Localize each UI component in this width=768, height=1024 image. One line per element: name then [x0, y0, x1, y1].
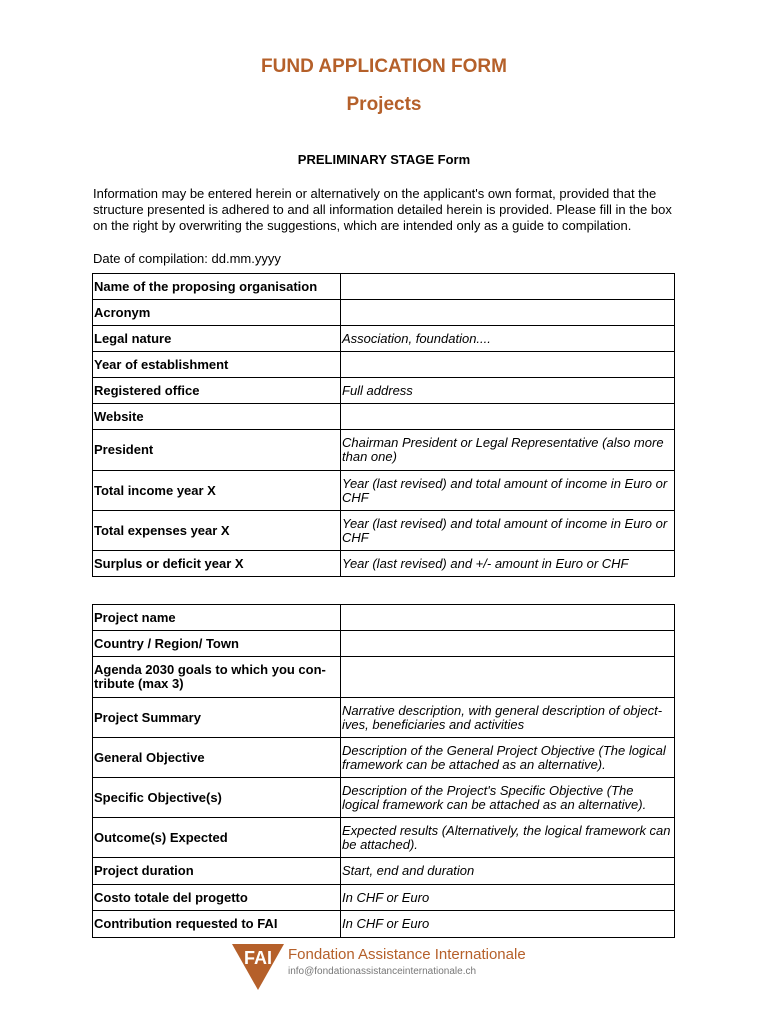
row-label: Project duration	[93, 858, 341, 885]
foundation-name: Fondation Assistance Internationale	[288, 946, 526, 963]
table-row	[93, 738, 675, 778]
row-value-field[interactable]	[341, 631, 675, 657]
row-label: Website	[93, 404, 341, 430]
row-value-field[interactable]	[341, 657, 675, 698]
row-value-field[interactable]: Expected results (Alternatively, the logical framework can be attached).	[341, 818, 675, 858]
table-row	[93, 605, 675, 631]
row-label: Legal nature	[93, 326, 341, 352]
table-row	[93, 511, 675, 551]
row-value-field[interactable]	[341, 605, 675, 631]
row-label: Costo totale del progetto	[93, 885, 341, 911]
table-row	[93, 858, 675, 885]
row-value-field[interactable]	[341, 300, 675, 326]
table-row	[93, 378, 675, 404]
table-row	[93, 778, 675, 818]
row-value-field[interactable]	[341, 274, 675, 300]
table-row	[93, 352, 675, 378]
table-row	[93, 657, 675, 698]
row-label: Year of establishment	[93, 352, 341, 378]
row-value-field[interactable]	[341, 352, 675, 378]
row-label: Project name	[93, 605, 341, 631]
row-value-field[interactable]: Full address	[341, 378, 675, 404]
fai-logo-icon	[232, 944, 284, 992]
table-row	[93, 698, 675, 738]
row-label: Agenda 2030 goals to which you con-tribute (max 3)	[93, 657, 341, 698]
row-value-field[interactable]: Year (last revised) and total amount of income in Euro or CHF	[341, 511, 675, 551]
row-label: Country / Region/ Town	[93, 631, 341, 657]
stage-heading: PRELIMINARY STAGE Form	[297, 152, 471, 167]
row-value-field[interactable]: In CHF or Euro	[341, 911, 675, 938]
row-value-field[interactable]: Narrative description, with general description of object-ives, beneficiaries and activities	[341, 698, 675, 738]
row-label: Project Summary	[93, 698, 341, 738]
table-row	[93, 911, 675, 938]
table-row	[93, 471, 675, 511]
row-label: President	[93, 430, 341, 471]
row-label: Total income year X	[93, 471, 341, 511]
row-label: Surplus or deficit year X	[93, 551, 341, 577]
row-value-field[interactable]: Description of the Project's Specific Objective (The logical framework can be attached as an alternative).	[341, 778, 675, 818]
row-value-field[interactable]	[341, 404, 675, 430]
table-row	[93, 274, 675, 300]
row-label: General Objective	[93, 738, 341, 778]
row-value-field[interactable]: Year (last revised) and +/- amount in Euro or CHF	[341, 551, 675, 577]
table-row	[93, 631, 675, 657]
row-value-field[interactable]: Association, foundation....	[341, 326, 675, 352]
footer-logo-block	[232, 944, 552, 992]
logo-text: FAI	[243, 948, 273, 968]
row-value-field[interactable]: Chairman President or Legal Representative (also more than one)	[341, 430, 675, 471]
table-row	[93, 818, 675, 858]
row-label: Name of the proposing organisation	[93, 274, 341, 300]
table-row	[93, 885, 675, 911]
form-title: FUND APPLICATION FORM	[261, 56, 507, 77]
form-subtitle: Projects	[346, 94, 422, 115]
row-label: Specific Objective(s)	[93, 778, 341, 818]
table-row	[93, 430, 675, 471]
row-value-field[interactable]: Description of the General Project Objective (The logical framework can be attached as an alternative).	[341, 738, 675, 778]
date-of-compilation: Date of compilation: dd.mm.yyyy	[93, 251, 281, 266]
table-row	[93, 326, 675, 352]
intro-paragraph: Information may be entered herein or alternatively on the applicant's own format, provided that the structure presented is adhered to and all information detailed herein is provided. Please fill in the box on the right by overwriting the suggestions, which are intended only as a guide to compilation.	[93, 186, 672, 233]
row-label: Registered office	[93, 378, 341, 404]
row-value-field[interactable]: Year (last revised) and total amount of income in Euro or CHF	[341, 471, 675, 511]
row-label: Contribution requested to FAI	[93, 911, 341, 938]
table-row	[93, 300, 675, 326]
row-label: Acronym	[93, 300, 341, 326]
row-value-field[interactable]: In CHF or Euro	[341, 885, 675, 911]
table-row	[93, 404, 675, 430]
project-table	[92, 604, 675, 938]
row-label: Total expenses year X	[93, 511, 341, 551]
row-label: Outcome(s) Expected	[93, 818, 341, 858]
row-value-field[interactable]: Start, end and duration	[341, 858, 675, 885]
foundation-email: info@fondationassistanceinternationale.ch	[288, 966, 477, 977]
table-row	[93, 551, 675, 577]
organisation-table	[92, 273, 675, 577]
